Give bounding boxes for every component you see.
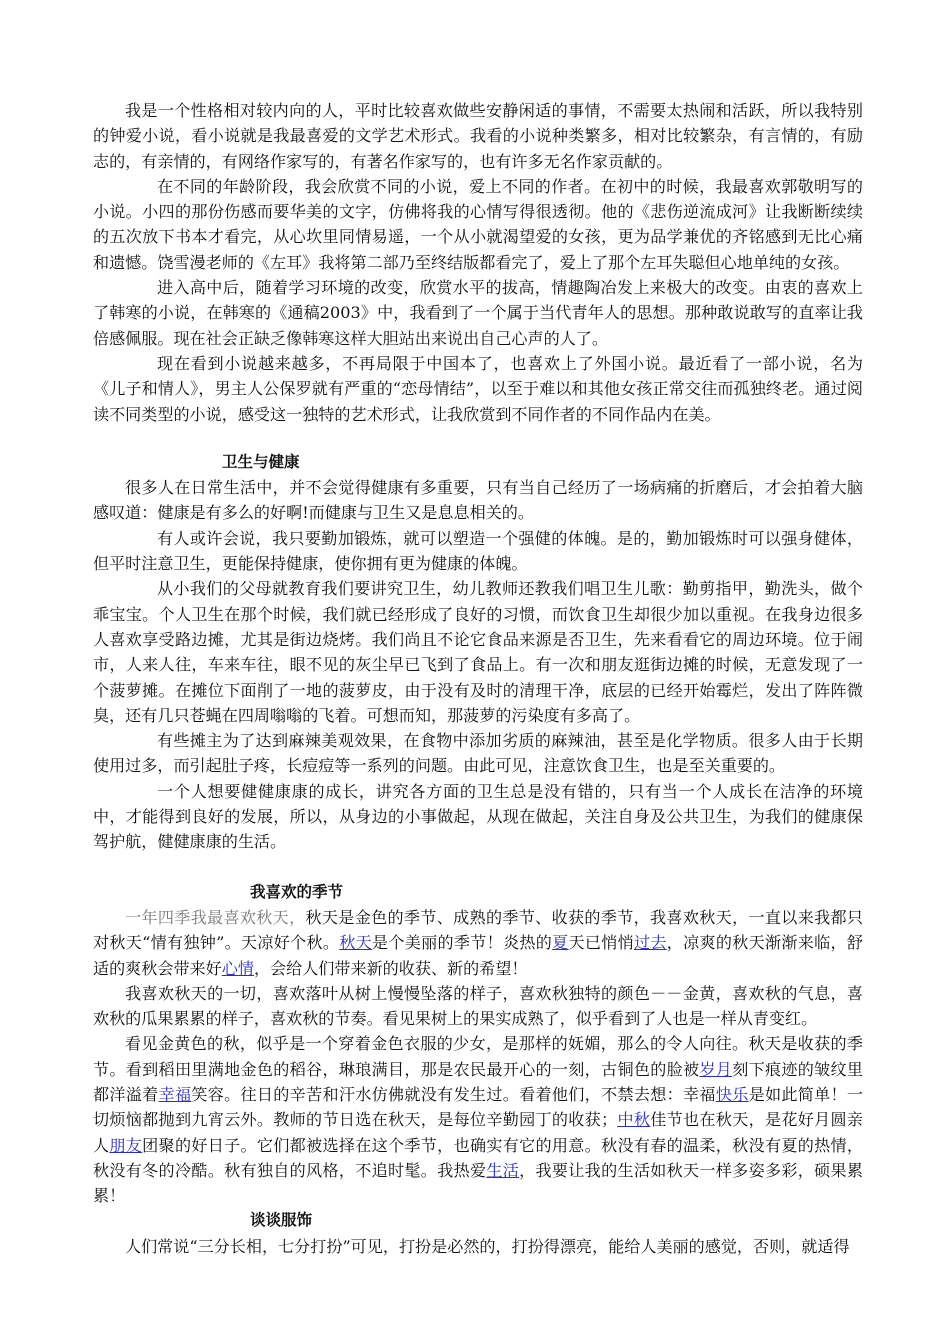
section-title: 我喜欢的季节 bbox=[250, 882, 344, 901]
text-run: 团聚的好日子。它们都被选择在这个季节，也确实有它的用意。秋没有春的温柔，秋没有夏的热情，秋没有冬的冷酷。秋有独自的风格，不追时髦。我热爱 bbox=[93, 1135, 864, 1180]
text-run: ，凉爽的秋天渐渐来临，舒适的爽秋会带来好 bbox=[93, 933, 863, 978]
paragraph: 我喜欢秋天的一切，喜欢落叶从树上慢慢坠落的样子，喜欢秋独特的颜色－－金黄，喜欢秋的气息，喜欢秋的瓜果累累的样子，喜欢秋的节奏。看见果树上的果实成熟了，似乎看到了人也是一样从青变红。 bbox=[93, 983, 863, 1029]
link-past[interactable]: 过去 bbox=[634, 933, 667, 953]
paragraph: 很多人在日常生活中，并不会觉得健康有多重要，只有当自己经历了一场病痛的折磨后，才会拍着大脑感叹道：健康是有多么的好啊!而健康与卫生又是息息相关的。 bbox=[93, 478, 863, 523]
link-friends[interactable]: 朋友 bbox=[109, 1135, 143, 1155]
text-run: 刻下痕迹的皱纹里都洋溢着 bbox=[93, 1059, 864, 1104]
section-title: 卫生与健康 bbox=[222, 452, 300, 471]
paragraph: 有些摊主为了达到麻辣美观效果，在食物中添加劣质的麻辣油，甚至是化学物质。很多人由于长期使用过多，而引起肚子疼，长痘痘等一系列的问题。由此可见，注意饮食卫生，也是至关重要的。 bbox=[93, 731, 863, 776]
link-life[interactable]: 生活 bbox=[486, 1160, 520, 1180]
paragraph bbox=[93, 905, 863, 981]
link-mood[interactable]: 心情 bbox=[221, 958, 254, 978]
text-run: 佳节也在秋天，是花好月圆亲人 bbox=[93, 1110, 864, 1155]
paragraph bbox=[93, 1031, 863, 1208]
section-title: 谈谈服饰 bbox=[250, 1211, 313, 1230]
link-joy[interactable]: 快乐 bbox=[715, 1084, 749, 1104]
text-run: 秋天是金色的季节、成熟的季节、收获的季节，我喜欢秋天，一直以来我都只对秋天“情有独钟”。天凉好个秋。 bbox=[93, 907, 864, 953]
text-run: ，会给人们带来新的收获、新的希望！ bbox=[253, 958, 528, 978]
link-summer[interactable]: 夏 bbox=[552, 933, 569, 953]
text-run: ，我要让我的生活如秋天一样多姿多彩，硕果累累！ bbox=[93, 1160, 864, 1206]
paragraph: 进入高中后，随着学习环境的改变，欣赏水平的拔高，情趣陶冶发上来极大的改变。由衷的喜欢上了韩寒的小说，在韩寒的《通稿2003》中，我看到了一个属于当代青年人的思想。那种敢说敢写的直率让我倍感佩服。现在社会正缺乏像韩寒这样大胆站出来说出自己心声的人了。 bbox=[93, 278, 863, 348]
paragraph: 有人或许会说，我只要勤加锻炼，就可以塑造一个强健的体魄。是的，勤加锻炼时可以强身健体，但平时注意卫生，更能保持健康，使你拥有更为健康的体魄。 bbox=[93, 528, 863, 574]
paragraph: 我是一个性格相对较内向的人，平时比较喜欢做些安静闲适的事情，不需要太热闹和活跃，所以我特别的钟爱小说，看小说就是我最喜爱的文学艺术形式。我看的小说种类繁多，相对比较繁杂，有言情的，有励志的，有亲情的，有网络作家写的，有著名作家写的，也有许多无名作家贡献的。 bbox=[93, 101, 863, 171]
link-happiness[interactable]: 幸福 bbox=[158, 1084, 192, 1104]
section-clothing bbox=[93, 1208, 863, 1259]
text-run: 天已悄悄 bbox=[568, 933, 635, 953]
paragraph: 人们常说“三分长相，七分打扮”可见，打扮是必然的，打扮得漂亮，能给人美丽的感觉，否则，就适得 bbox=[125, 1236, 850, 1256]
text-run: 是个美丽的季节！炎热的 bbox=[372, 933, 553, 953]
text-run: 笑容。往日的辛苦和汗水仿佛就没有发生过。看着他们，不禁去想：幸福 bbox=[191, 1084, 716, 1104]
section-hygiene-health bbox=[93, 450, 863, 855]
section-novels bbox=[93, 98, 863, 427]
paragraph: 从小我们的父母就教育我们要讲究卫生，幼儿教师还教我们唱卫生儿歌：勤剪指甲，勤洗头，做个乖宝宝。个人卫生在那个时候，我们就已经形成了良好的习惯，而饮食卫生却很少加以重视。在我身边很多人喜欢享受路边摊，尤其是街边烧烤。我们尚且不论它食品来源是否卫生，先来看看它的周边环境。位于闹市，人来人往，车来车往，眼不见的灰尘早已飞到了食品上。有一次和朋友逛街边摊的时候，无意发现了一个菠萝摊。在摊位下面削了一地的菠萝皮，由于没有及时的清理干净，底层的已经开始霉烂，发出了阵阵微臭，还有几只苍蝇在四周嗡嗡的飞着。可想而知，那菠萝的污染度有多高了。 bbox=[93, 579, 863, 725]
document-page bbox=[93, 98, 863, 1259]
text-run: 是如此简单！一切烦恼都抛到九宵云外。教师的节日选在秋天，是每位辛勤园丁的收获； bbox=[93, 1084, 864, 1130]
paragraph: 现在看到小说越来越多，不再局限于中国本了，也喜欢上了外国小说。最近看了一部小说，名为《儿子和情人》，男主人公保罗就有严重的“恋母情结”，以至于难以和其他女孩正常交往而孤独终老。通过阅读不同类型的小说，感受这一独特的艺术形式，让我欣赏到不同作者的不同作品内在美。 bbox=[93, 353, 863, 424]
text-run: 看见金黄色的秋，似乎是一个穿着金色衣服的少女，是那样的妩媚，那么的令人向往。秋天是收获的季节。看到稻田里满地金色的稻谷，琳琅满目，那是农民最开心的一刻，古铜色的脸被 bbox=[93, 1034, 863, 1079]
link-years[interactable]: 岁月 bbox=[699, 1059, 733, 1079]
link-mid-autumn[interactable]: 中秋 bbox=[617, 1110, 651, 1130]
link-autumn[interactable]: 秋天 bbox=[339, 933, 373, 953]
paragraph: 在不同的年龄阶段，我会欣赏不同的小说，爱上不同的作者。在初中的时候，我最喜欢郭敬明写的小说。小四的那份伤感而要华美的文字，仿佛将我的心情写得很透彻。他的《悲伤逆流成河》让我断断续续的五次放下书本才看完，从心坎里同情易遥，一个从小就渴望爱的女孩，更为品学兼优的齐铭感到无比心痛和遗憾。饶雪漫老师的《左耳》我将第二部乃至终结版都看完了，爱上了那个左耳失聪但心地单纯的女孩。 bbox=[93, 176, 863, 272]
section-favorite-season bbox=[93, 880, 863, 1209]
paragraph: 一个人想要健健康康的成长，讲究各方面的卫生总是没有错的，只有当一个人成长在洁净的环境中，才能得到良好的发展，所以，从身边的小事做起，从现在做起，关注自身及公共卫生，为我们的健康保驾护航，健健康康的生活。 bbox=[93, 781, 863, 852]
text-run: 一年四季我最喜欢秋天， bbox=[125, 907, 306, 927]
